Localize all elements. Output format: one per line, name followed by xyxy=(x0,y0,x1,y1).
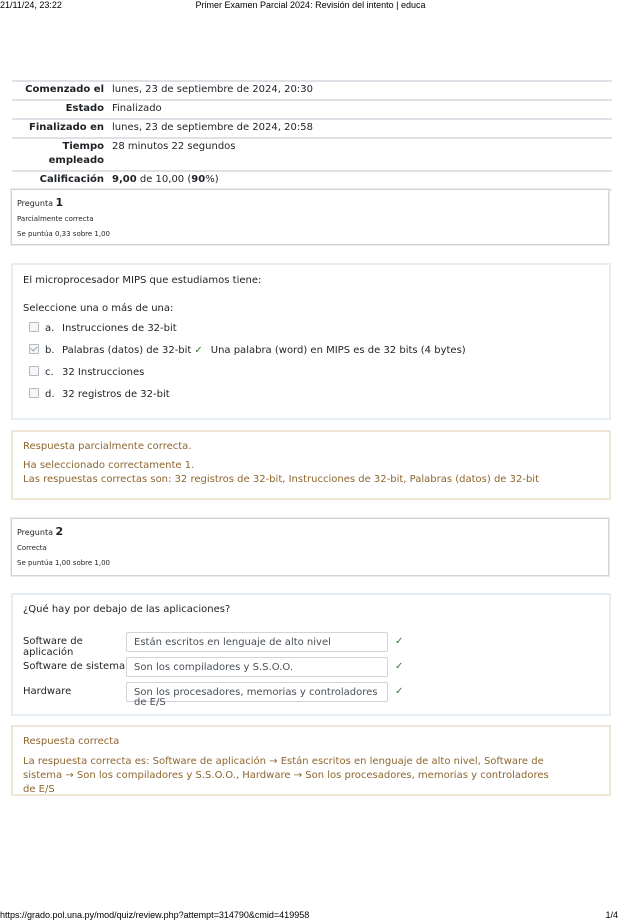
feedback-title: Respuesta correcta xyxy=(23,736,120,747)
answer-text: Palabras (datos) de 32-bit xyxy=(62,345,192,356)
answer-checkbox-checked[interactable] xyxy=(29,344,39,354)
answer-letter: c. xyxy=(45,367,54,378)
print-header xyxy=(0,0,621,12)
print-page-number: 1/4 xyxy=(605,910,618,920)
answer-option-d[interactable] xyxy=(29,388,170,402)
summary-row xyxy=(12,138,612,171)
summary-value: Finalizado xyxy=(108,100,612,119)
answer-option-b[interactable] xyxy=(29,344,466,358)
print-footer xyxy=(0,910,621,922)
feedback-line: Las respuestas correctas son: 32 registros de 32-bit, Instrucciones de 32-bit, Palabras (datos) de 32-bit xyxy=(23,474,540,485)
match-row-label: Software de sistema xyxy=(23,661,126,672)
print-datetime: 21/11/24, 23:22 xyxy=(0,0,62,10)
question-2-content xyxy=(11,593,611,716)
summary-row xyxy=(12,100,612,119)
answer-prompt: Seleccione una o más de una: xyxy=(23,303,174,314)
question-2-info xyxy=(11,518,609,576)
match-row-label: Software de aplicación xyxy=(23,636,83,658)
question-number xyxy=(17,196,603,209)
match-select[interactable]: Están escritos en lenguaje de alto nivel xyxy=(126,632,388,652)
answer-option-c[interactable] xyxy=(29,366,144,380)
question-state: Parcialmente correcta xyxy=(17,215,94,223)
question-label: Pregunta xyxy=(17,528,53,537)
question-text: ¿Qué hay por debajo de las aplicaciones? xyxy=(23,604,231,615)
summary-value: lunes, 23 de septiembre de 2024, 20:58 xyxy=(108,119,612,138)
answer-text: 32 registros de 32-bit xyxy=(62,389,170,400)
question-grade: Se puntúa 0,33 sobre 1,00 xyxy=(17,230,111,238)
answer-option-a[interactable] xyxy=(29,322,177,336)
summary-grade-value xyxy=(108,171,612,190)
summary-key: Calificación xyxy=(12,171,108,190)
summary-row xyxy=(12,81,612,100)
question-1-content xyxy=(11,263,611,420)
answer-text: Instrucciones de 32-bit xyxy=(62,323,177,334)
print-page-title: Primer Examen Parcial 2024: Revisión del intento | educa xyxy=(195,0,426,10)
correct-check-icon: ✓ xyxy=(194,345,203,356)
match-select[interactable]: Son los procesadores, memorias y controladores de E/S xyxy=(126,682,388,702)
summary-row xyxy=(12,171,612,190)
grade-percent-suffix: %) xyxy=(205,174,219,185)
answer-text: 32 Instrucciones xyxy=(62,367,145,378)
answer-checkbox[interactable] xyxy=(29,322,39,332)
question-label: Pregunta xyxy=(17,199,53,208)
grade-out-of: de 10,00 ( xyxy=(136,174,192,185)
grade-score: 9,00 xyxy=(112,174,137,185)
answer-checkbox[interactable] xyxy=(29,388,39,398)
question-1-feedback xyxy=(11,430,611,500)
summary-value: lunes, 23 de septiembre de 2024, 20:30 xyxy=(108,81,612,100)
correct-check-icon: ✓ xyxy=(395,686,404,697)
match-row-label: Hardware xyxy=(23,686,72,697)
answer-specific-feedback: Una palabra (word) en MIPS es de 32 bits (4 bytes) xyxy=(210,345,466,356)
summary-row xyxy=(12,119,612,138)
question-2-feedback xyxy=(11,725,611,796)
question-1-info xyxy=(11,189,609,245)
feedback-text: La respuesta correcta es: Software de aplicación → Están escritos en lenguaje de alto nivel, Software de sistema → Son los compiladores y S.S.O.O., Hardware → Son los procesadores, memorias y controladores de E/S xyxy=(23,756,549,795)
question-state: Correcta xyxy=(17,544,47,552)
grade-percent: 90 xyxy=(191,174,206,185)
question-number-value: 2 xyxy=(55,525,64,538)
question-text: El microprocesador MIPS que estudiamos tiene: xyxy=(23,275,262,286)
print-url: https://grado.pol.una.py/mod/quiz/review.php?attempt=314790&cmid=419958 xyxy=(0,910,310,920)
question-number xyxy=(17,525,603,538)
answer-letter: b. xyxy=(45,345,55,356)
question-number-value: 1 xyxy=(55,196,64,209)
summary-key: Tiempo empleado xyxy=(12,138,108,171)
correct-check-icon: ✓ xyxy=(395,636,404,647)
match-select[interactable]: Son los compiladores y S.S.O.O. xyxy=(126,657,388,677)
summary-key: Comenzado el xyxy=(12,81,108,100)
summary-key: Estado xyxy=(12,100,108,119)
question-grade: Se puntúa 1,00 sobre 1,00 xyxy=(17,559,111,567)
answer-checkbox[interactable] xyxy=(29,366,39,376)
answer-letter: d. xyxy=(45,389,55,400)
correct-check-icon: ✓ xyxy=(395,661,404,672)
attempt-summary-table xyxy=(12,80,612,191)
feedback-line: Ha seleccionado correctamente 1. xyxy=(23,460,195,471)
answer-letter: a. xyxy=(45,323,55,334)
feedback-line: Respuesta parcialmente correcta. xyxy=(23,441,192,452)
summary-value: 28 minutos 22 segundos xyxy=(108,138,612,171)
summary-key: Finalizado en xyxy=(12,119,108,138)
